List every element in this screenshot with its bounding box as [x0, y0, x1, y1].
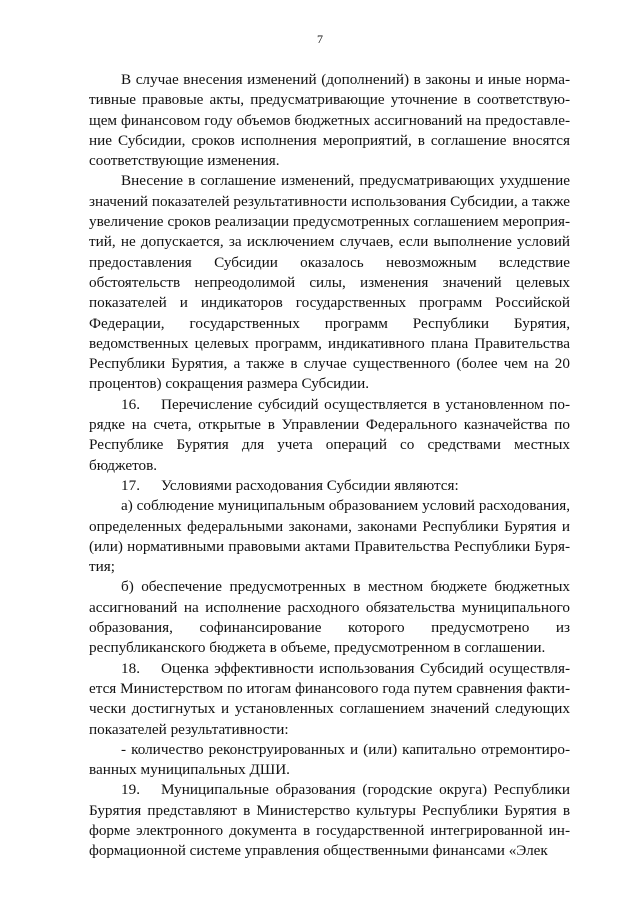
paragraph-condition-b: б) обеспечение предусмотренных в местном бюджете бюджетных ассигнований на исполнение расходного обязательства муниципального образования, софинансирование которого предусмотрено из республиканского бюджета в объеме, предусмотренном в соглашении.	[89, 578, 570, 657]
paragraph-clause-16	[89, 395, 570, 476]
clause-text: Оценка эффективности использования Субсидий осуществляется Министерством по итогам финансового года путем сравнения фактически достигнутых и установленных соглашением значений следующих показателей результативности:	[89, 659, 570, 738]
page-number: 7	[317, 32, 323, 46]
paragraph-budget-amendments: В случае внесения изменений (дополнений) в законы и иные нормативные правовые акты, предусматривающие уточнение в соответствующем финансовом году объемов бюджетных ассигнований на предоставление Субсидии, сроков исполнения мероприятий, в соглашение вносятся соответствующие изменения.	[89, 71, 570, 170]
clause-text: Перечисление субсидий осуществляется в установленном порядке на счета, открытые в Управлении Федерального казначейства по Республике Бурятия для учета операций со средствами местных бюджетов.	[89, 395, 570, 474]
paragraph-clause-17	[89, 476, 570, 496]
paragraph-clause-19	[89, 780, 570, 861]
document-body	[89, 70, 570, 862]
clause-number: 17.	[121, 476, 140, 494]
clause-number: 16.	[121, 395, 140, 413]
clause-number: 19.	[121, 781, 140, 799]
paragraph-indicator-item: - количество реконструированных и (или) капитально отремонтированных муниципальных ДШИ.	[89, 740, 570, 779]
clause-text: Муниципальные образования (городские округа) Республики Бурятия представляют в Министерство культуры Республики Бурятия в форме электронного документа в государственной интегрированной информационной системе управления общественными финансами «Элек	[89, 781, 570, 860]
clause-text: Условиями расходования Субсидии являются:	[161, 476, 459, 494]
paragraph-clause-18	[89, 659, 570, 740]
paragraph-agreement-changes: Внесение в соглашение изменений, предусматривающих ухудшение значений показателей результативности использования Субсидии, а также увеличение сроков реализации предусмотренных соглашением мероприятий, не допускается, за исключением случаев, если выполнение условий предоставления Субсидии оказалось невозможным вследствие обстоятельств непреодолимой силы, изменения значений целевых показателей и индикаторов государственных программ Российской Федерации, государственных программ Республики Бурятия, ведомственных целевых программ, индикативного плана Правительства Республики Бурятия, а также в случае существенного (более чем на 20 процентов) сокращения размера Субсидии.	[89, 172, 570, 393]
clause-number: 18.	[121, 659, 140, 677]
paragraph-condition-a: а) соблюдение муниципальным образованием условий расходования, определенных федеральными законами, законами Республики Бурятия и (или) нормативными правовыми актами Правительства Республики Бурятия;	[89, 497, 570, 576]
